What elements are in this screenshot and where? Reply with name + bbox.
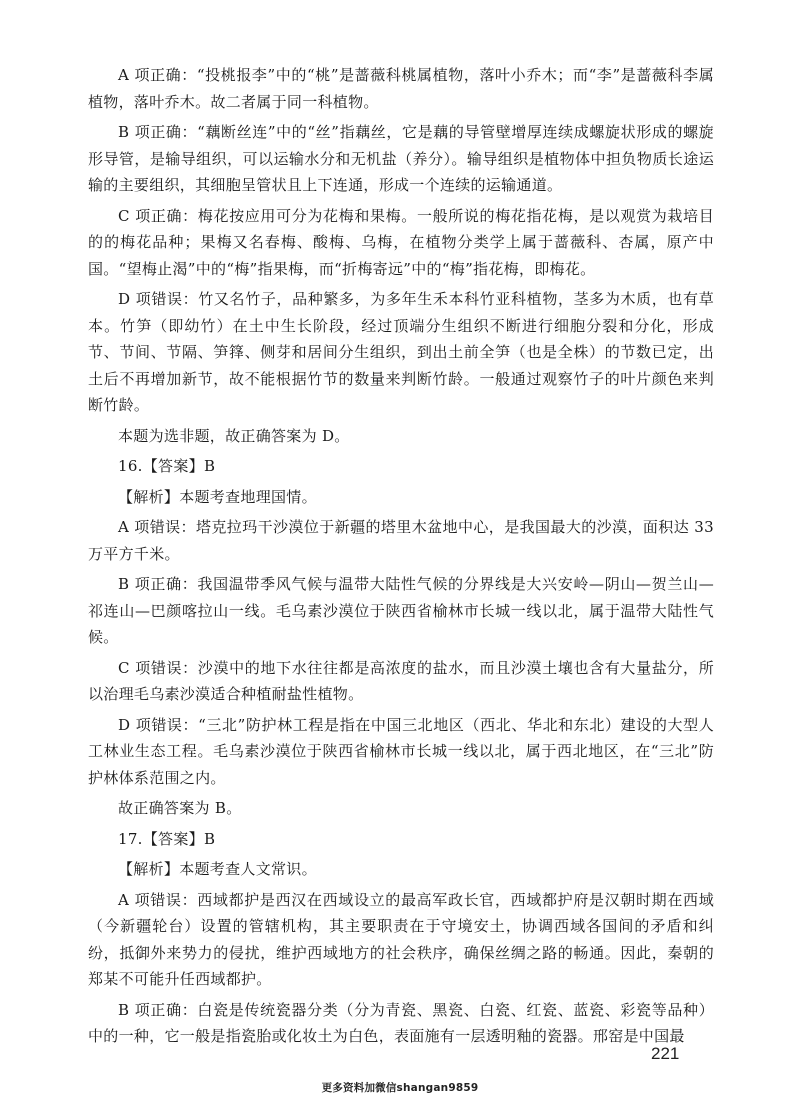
footer-note: 更多资料加微信shangan9859 <box>321 1082 479 1094</box>
paragraph-q16-option-a: A 项错误：塔克拉玛干沙漠位于新疆的塔里木盆地中心，是我国最大的沙漠，面积达 33 万平方千米。 <box>88 518 714 563</box>
paragraph-q16-option-b: B 项正确：我国温带季风气候与温带大陆性气候的分界线是大兴安岭—阴山—贺兰山—祁连山—巴颜喀拉山一线。毛乌素沙漠位于陕西省榆林市长城一线以北，属于温带大陆性气候。 <box>88 575 714 646</box>
paragraph-q17-answer: 17.【答案】B <box>118 829 216 848</box>
paragraph-answer-16: 故正确答案为 B。 <box>118 799 242 817</box>
paragraph-q16-analysis: 【解析】本题考查地理国情。 <box>118 487 317 506</box>
paragraph-q17-option-b: B 项正确：白瓷是传统瓷器分类（分为青瓷、黑瓷、白瓷、红瓷、蓝瓷、彩瓷等品种）中的一种，它一般是指瓷胎或化妆土为白色，表面施有一层透明釉的瓷器。邢窑是中国最 <box>88 1000 714 1045</box>
paragraph-option-d-bamboo: D 项错误：竹又名竹子，品种繁多，为多年生禾本科竹亚科植物，茎多为木质，也有草本。竹笋（即幼竹）在土中生长阶段，经过顶端分生组织不断进行细胞分裂和分化，形成节、节间、节隔、笋箨、侧芽和居间分生组织，到出土前全笋（也是全株）的节数已定，出土后不再增加新节，故不能根据竹节的数量来判断竹龄。一般通过观察竹子的叶片颜色来判断竹龄。 <box>88 290 714 414</box>
paragraph-q16-option-c: C 项错误：沙漠中的地下水往往都是高浓度的盐水，而且沙漠土壤也含有大量盐分，所以治理毛乌素沙漠适合种植耐盐性植物。 <box>88 658 714 703</box>
page-number: 221 <box>651 1044 680 1063</box>
paragraph-option-c-plum: C 项正确：梅花按应用可分为花梅和果梅。一般所说的梅花指花梅，是以观赏为栽培目的的梅花品种；果梅又名春梅、酸梅、乌梅，在植物分类学上属于蔷薇科、杏属，原产中国。“望梅止渴”中的“梅”指果梅，而“折梅寄远”中的“梅”指花梅，即梅花。 <box>88 206 714 278</box>
paragraph-q16-answer: 16.【答案】B <box>118 457 216 475</box>
paragraph-q17-analysis: 【解析】本题考查人文常识。 <box>118 860 317 878</box>
paragraph-q16-option-d: D 项错误：“三北”防护林工程是指在中国三北地区（西北、华北和东北）建设的大型人工林业生态工程。毛乌素沙漠位于陕西省榆林市长城一线以北，属于西北地区，在“三北”防护林体系范围之内。 <box>88 715 714 787</box>
page-content <box>88 62 714 1054</box>
paragraph-option-b-lotus-silk: B 项正确：“藕断丝连”中的“丝”指藕丝，它是藕的导管壁增厚连续成螺旋状形成的螺旋形导管，是输导组织，可以运输水分和无机盐（养分）。输导组织是植物体中担负物质长途运输的主要组织，其细胞呈管状且上下连通，形成一个连续的运输通道。 <box>88 123 714 194</box>
paragraph-answer-15: 本题为选非题，故正确答案为 D。 <box>118 426 350 445</box>
paragraph-q17-option-a: A 项错误：西域都护是西汉在西域设立的最高军政长官，西域都护府是汉朝时期在西域（今新疆轮台）设置的管辖机构，其主要职责在于守境安土，协调西域各国间的矛盾和纠纷，抵御外来势力的侵扰，维护西域地方的社会秩序，确保丝绸之路的畅通。因此，秦朝的郑某不可能升任西域都护。 <box>88 890 714 988</box>
paragraph-option-a-tao-li: A 项正确：“投桃报李”中的“桃”是蔷薇科桃属植物，落叶小乔木；而“李”是蔷薇科李属植物，落叶乔木。故二者属于同一科植物。 <box>88 66 714 111</box>
